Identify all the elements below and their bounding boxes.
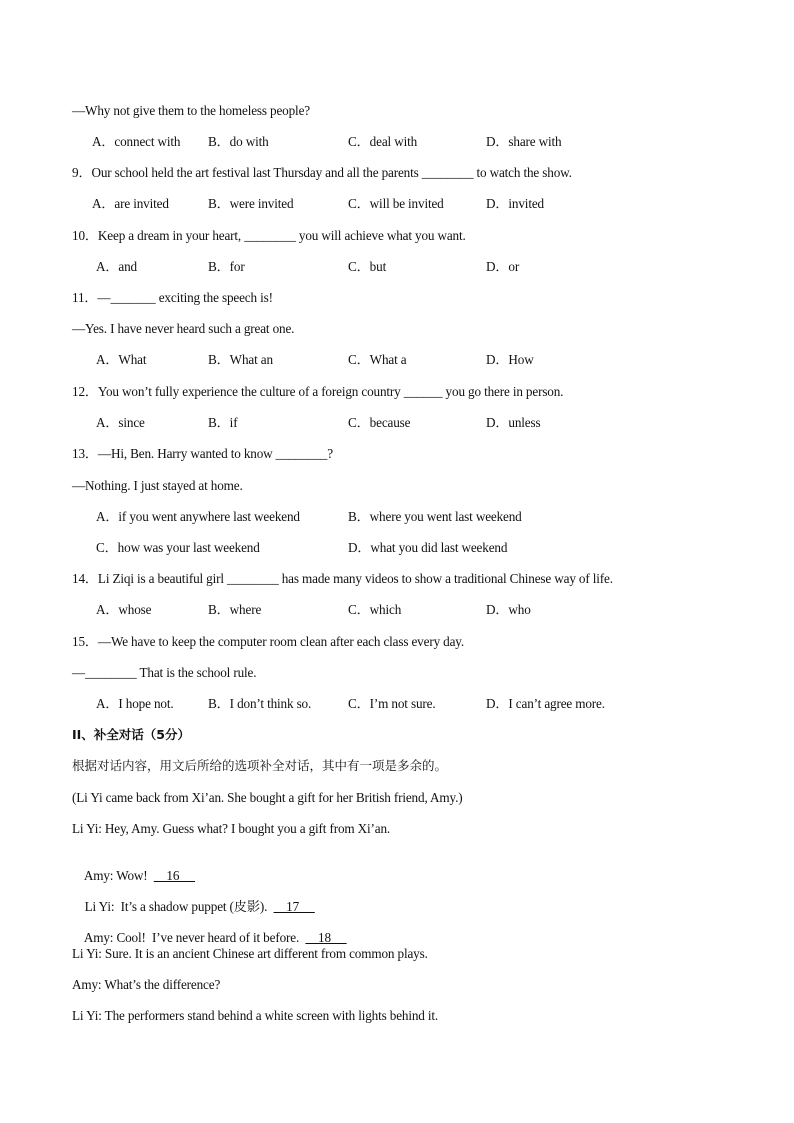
options-row bbox=[92, 509, 692, 525]
question-line: 13．—Hi, Ben. Harry wanted to know ________? bbox=[72, 446, 333, 461]
question-line: 15．—We have to keep the computer room clean after each class every day. bbox=[72, 634, 465, 649]
option-c: C．because bbox=[348, 415, 411, 430]
option-b: B．were invited bbox=[208, 196, 294, 211]
option-d: D．who bbox=[486, 602, 531, 617]
option-c: C．deal with bbox=[348, 134, 418, 149]
option-b: B．where you went last weekend bbox=[348, 509, 522, 524]
question-line: —________ That is the school rule. bbox=[72, 665, 257, 680]
dialogue-context: (Li Yi came back from Xi’an. She bought a gift for her British friend, Amy.) bbox=[72, 790, 463, 805]
option-b: B．What an bbox=[208, 352, 273, 367]
option-b: B．do with bbox=[208, 134, 269, 149]
dialogue-line bbox=[72, 946, 428, 962]
question-line: —Why not give them to the homeless people? bbox=[72, 103, 310, 118]
option-c: C．which bbox=[348, 602, 402, 617]
option-b: B．if bbox=[208, 415, 238, 430]
options-row bbox=[92, 540, 692, 556]
dialogue-text: Li Yi: Sure. It is an ancient Chinese art different from common plays. bbox=[72, 946, 428, 961]
option-a: A．whose bbox=[96, 602, 152, 617]
option-b: B．I don’t think so. bbox=[208, 696, 312, 711]
option-a: A．I hope not. bbox=[96, 696, 174, 711]
option-a: A．connect with bbox=[92, 134, 181, 149]
options-row bbox=[92, 259, 692, 275]
option-c: C．but bbox=[348, 259, 387, 274]
question-line: 11．—_______ exciting the speech is! bbox=[72, 290, 273, 305]
question-line: 10．Keep a dream in your heart, ________ you will achieve what you want. bbox=[72, 228, 466, 243]
option-a: A．are invited bbox=[92, 196, 169, 211]
option-d: D．what you did last weekend bbox=[348, 540, 508, 555]
question-line: 12．You won’t fully experience the culture of a foreign country ______ you go there in person. bbox=[72, 384, 564, 399]
question-line: —Yes. I have never heard such a great one. bbox=[72, 321, 295, 336]
option-a: A．if you went anywhere last weekend bbox=[96, 509, 300, 524]
option-b: B．where bbox=[208, 602, 262, 617]
dialogue-text: Li Yi: Hey, Amy. Guess what? I bought you a gift from Xi’an. bbox=[72, 821, 391, 836]
option-d: D．or bbox=[486, 259, 520, 274]
dialogue-text: Amy: Cool! I’ve never heard of it before. bbox=[83, 930, 306, 945]
option-c: C．how was your last weekend bbox=[96, 540, 260, 555]
question-line: 14．Li Ziqi is a beautiful girl ________ has made many videos to show a traditional Chinese way of life. bbox=[72, 571, 613, 586]
dialogue-text: Amy: Wow! bbox=[83, 868, 154, 883]
option-a: A．What bbox=[96, 352, 147, 367]
question-line: 9．Our school held the art festival last Thursday and all the parents ________ to watch the show. bbox=[72, 165, 572, 180]
blank-18: 18 bbox=[305, 930, 347, 945]
option-d: D．unless bbox=[486, 415, 541, 430]
question-line: —Nothing. I just stayed at home. bbox=[72, 478, 243, 493]
blank-16: 16 bbox=[153, 868, 196, 883]
options-row bbox=[92, 352, 692, 368]
option-c: C．will be invited bbox=[348, 196, 444, 211]
dialogue-text: Amy: What’s the difference? bbox=[72, 977, 221, 992]
option-c: C．I’m not sure. bbox=[348, 696, 436, 711]
options-row bbox=[92, 696, 692, 712]
options-row bbox=[92, 134, 692, 150]
option-a: A．and bbox=[96, 259, 138, 274]
options-row bbox=[92, 196, 692, 212]
section-instruction: 根据对话内容，用文后所给的选项补全对话，其中有一项是多余的。 bbox=[72, 758, 448, 773]
option-d: D．invited bbox=[486, 196, 544, 211]
option-d: D．share with bbox=[486, 134, 562, 149]
blank-17: 17 bbox=[273, 899, 315, 914]
option-d: D．How bbox=[486, 352, 534, 367]
section-heading: II、补全对话（5分） bbox=[72, 727, 190, 742]
dialogue-line bbox=[72, 821, 390, 837]
option-a: A．since bbox=[96, 415, 145, 430]
options-row bbox=[92, 602, 692, 618]
dialogue-text: Li Yi: It’s a shadow puppet (皮影). bbox=[84, 899, 274, 914]
dialogue-line bbox=[72, 1008, 438, 1024]
dialogue-line bbox=[72, 977, 220, 993]
options-row bbox=[92, 415, 692, 431]
option-d: D．I can’t agree more. bbox=[486, 696, 605, 711]
dialogue-text: Li Yi: The performers stand behind a white screen with lights behind it. bbox=[72, 1008, 439, 1023]
option-c: C．What a bbox=[348, 352, 407, 367]
option-b: B．for bbox=[208, 259, 245, 274]
